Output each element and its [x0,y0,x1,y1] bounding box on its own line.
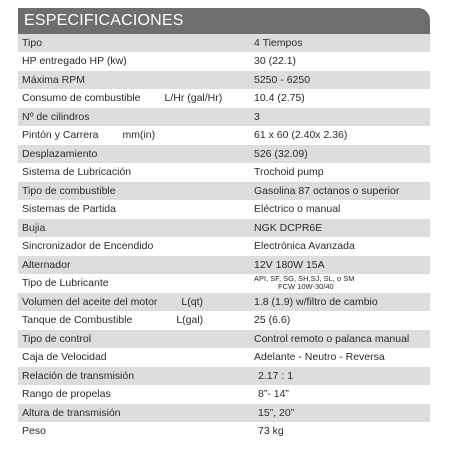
spec-row-propelas [18,386,430,405]
spec-label: Pintón y Carrera mm(in) [22,129,156,142]
spec-value: 15”, 20” [258,406,295,419]
spec-label: Bujia [22,221,46,234]
spec-value: 25 (6.6) [254,314,291,327]
spec-label: Alternador [22,258,71,271]
spec-row-lubricante [18,275,430,294]
spec-label: Desplazamiento [22,147,98,160]
spec-value-line2: FCW 10W-30/40 [278,282,334,292]
spec-value: 4 Tiempos [254,36,303,49]
spec-row-control [18,330,430,349]
spec-value [254,275,430,292]
spec-row-altura [18,404,430,423]
spec-table [18,34,430,441]
spec-value: NGK DCPR6E [254,221,323,234]
spec-value: 12V 180W 15A [254,258,325,271]
spec-label: Máxima RPM [22,73,86,86]
spec-label: Sistemas de Partida [22,203,116,216]
spec-label: HP entregado HP (kw) [22,55,127,68]
spec-label: Tanque de Combustible L(gal) [22,314,204,327]
spec-title: ESPECIFICACIONES [24,12,184,29]
spec-header [18,8,430,34]
spec-value: 30 (22.1) [254,55,297,68]
spec-row-desplazamiento [18,145,430,164]
spec-row-combustible [18,182,430,201]
spec-label: Relación de transmisión [22,369,135,382]
spec-value: 5250 - 6250 [254,73,311,86]
spec-label: Tipo de control [22,332,92,345]
spec-row-peso [18,423,430,442]
spec-row-cilindros [18,108,430,127]
spec-value: Electrónica Avanzada [254,240,355,253]
spec-label: Caja de Velocidad [22,351,107,364]
spec-row-rpm [18,71,430,90]
spec-row-piston [18,127,430,146]
spec-row-lubricacion [18,164,430,183]
spec-row-alternador [18,256,430,275]
spec-row-partida [18,201,430,220]
spec-row-tipo [18,34,430,53]
spec-label: Consumo de combustible L/Hr (gal/Hr) [22,92,223,105]
spec-row-sincronizador [18,238,430,257]
spec-unit: mm(in) [122,129,156,142]
spec-label: Sincronizador de Encendido [22,240,154,253]
spec-value: 2.17 : 1 [258,369,294,382]
spec-sheet [18,8,430,441]
spec-row-relacion [18,367,430,386]
spec-label: Rango de propelas [22,388,111,401]
spec-value: 526 (32.09) [254,147,308,160]
spec-value: 73 kg [258,425,284,438]
spec-unit: L/Hr (gal/Hr) [164,92,223,105]
spec-row-aceite [18,293,430,312]
spec-label: Volumen del aceite del motor L(qt) [22,295,204,308]
spec-value: 10.4 (2.75) [254,92,305,105]
spec-value: Adelante - Neutro - Reversa [254,351,385,364]
spec-value: Gasolina 87 octanos o superior [254,184,400,197]
spec-unit: L(gal) [176,314,204,327]
spec-label: Nº de cilindros [22,110,90,123]
spec-value: 3 [254,110,260,123]
spec-value: Eléctrico o manual [254,203,341,216]
spec-value: Trochoid pump [254,166,324,179]
spec-label: Altura de transmisión [22,406,121,419]
spec-unit: L(qt) [181,295,204,308]
spec-row-tanque [18,312,430,331]
spec-label: Sistema de Lubricación [22,166,132,179]
spec-label: Tipo de combustible [22,184,116,197]
spec-label: Tipo [22,36,43,49]
spec-value-line1: API, SF, SG, SH,SJ, SL, o SM [254,274,355,283]
spec-row-consumo [18,90,430,109]
spec-row-bujia [18,219,430,238]
spec-value: Control remoto o palanca manual [254,332,410,345]
spec-value: 1.8 (1.9) w/filtro de cambio [254,295,378,308]
spec-row-caja [18,349,430,368]
spec-value: 61 x 60 (2.40x 2.36) [254,129,348,142]
spec-value: 8”- 14” [258,388,289,401]
spec-label: Tipo de Lubricante [22,277,109,290]
spec-label: Peso [22,425,46,438]
spec-row-hp [18,53,430,72]
